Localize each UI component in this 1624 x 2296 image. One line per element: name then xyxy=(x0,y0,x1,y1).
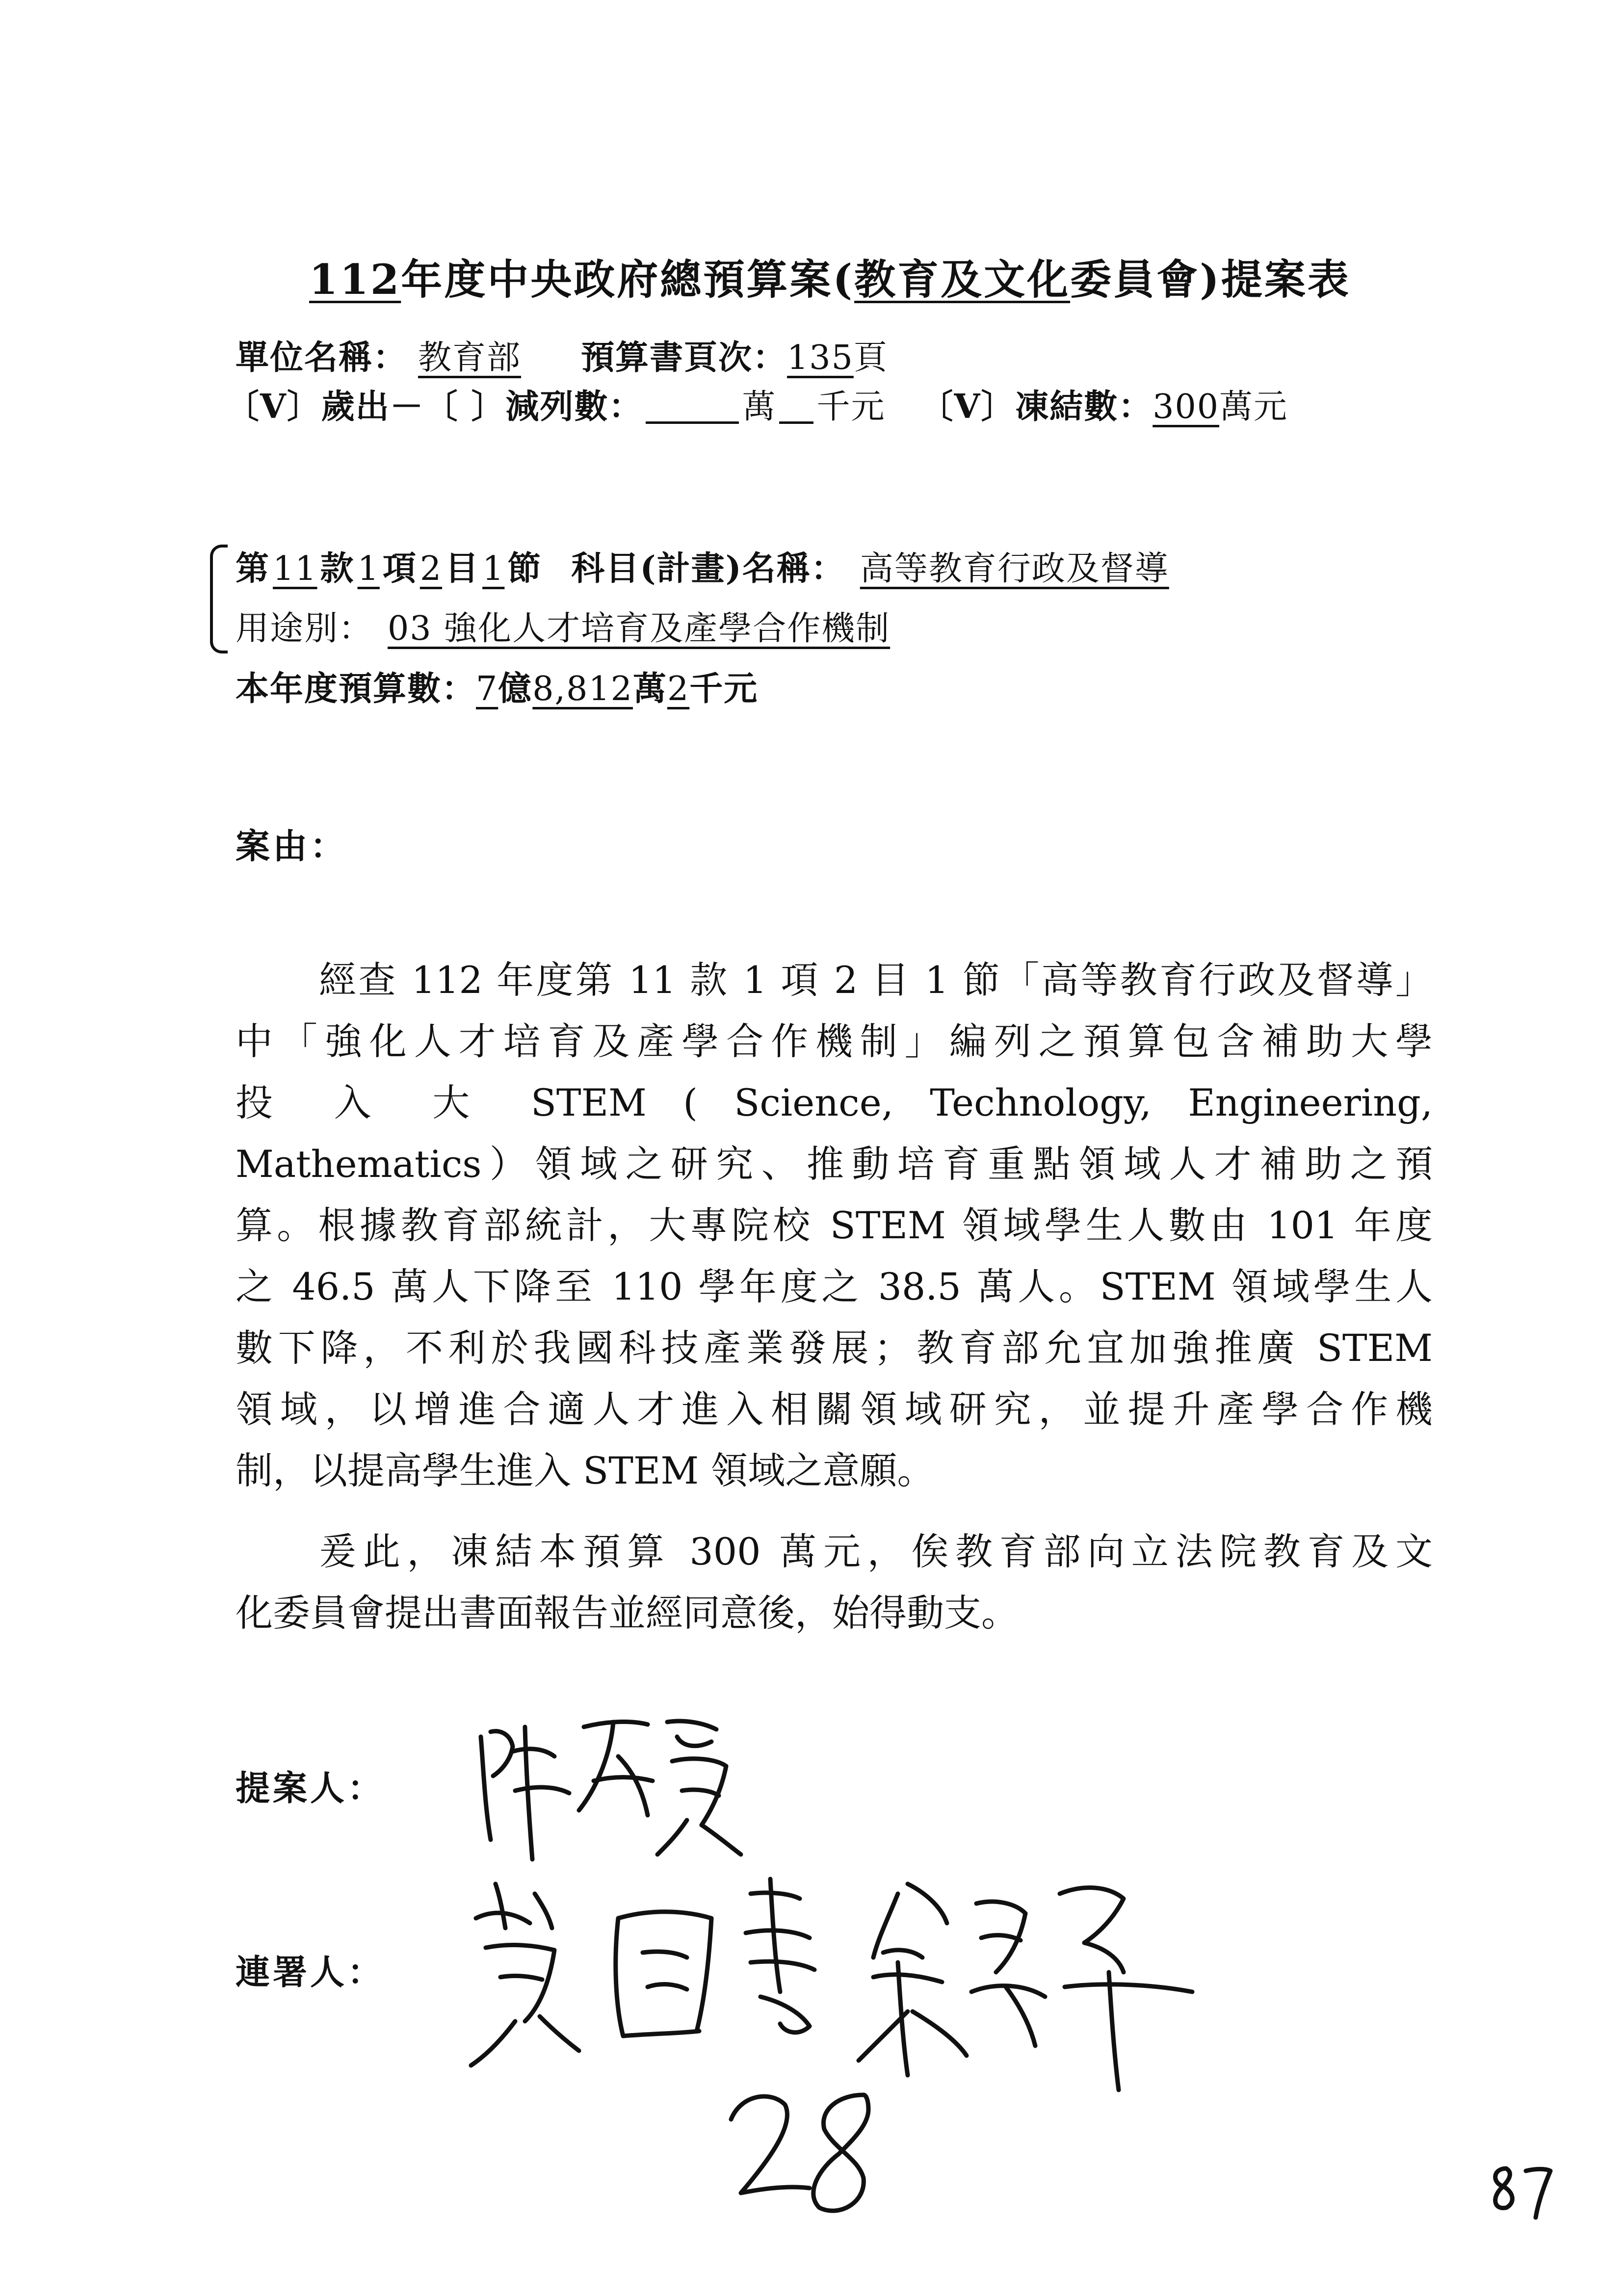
budget-qian-value: 2 xyxy=(667,670,690,708)
account-bracket xyxy=(210,545,228,653)
reduction-qian-unit: 千元 xyxy=(816,388,886,426)
use-label: 用途別： xyxy=(236,609,373,648)
account-xiang-value: 1 xyxy=(357,549,380,588)
case-para1-line: 中「強化人才培育及產學合作機制」編列之預算包含補助大學 xyxy=(236,1019,1433,1063)
budget-wan: 萬 xyxy=(632,669,667,708)
header-expenditure-row xyxy=(226,387,1288,426)
handwritten-page-mark xyxy=(1487,2159,1555,2222)
budget-label: 本年度預算數： xyxy=(236,669,476,708)
cosigner-signatures xyxy=(456,1864,1222,2110)
title-suffix: 委員會)提案表 xyxy=(1070,255,1351,304)
proposer-label: 提案人： xyxy=(236,1768,385,1808)
case-para2-line: 爰此，凍結本預算 300 萬元，俟教育部向立法院教育及文 xyxy=(319,1530,1433,1573)
account-row xyxy=(236,549,1184,588)
unit-value: 教育部 xyxy=(418,339,522,377)
budget-wan-value: 8,812 xyxy=(532,670,633,708)
case-para1-line: 領域，以增進合適人才進入相關領域研究，並提升產學合作機 xyxy=(236,1387,1433,1431)
account-di: 第 xyxy=(236,549,270,588)
subject-value: 高等教育行政及督導 xyxy=(860,549,1169,588)
case-heading: 案由： xyxy=(236,826,347,866)
budget-yi: 億 xyxy=(498,669,533,708)
expenditure-label: 〔V〕歲出－〔 〕減列數： xyxy=(226,387,643,426)
page-label: 預算書頁次： xyxy=(581,338,787,377)
case-para1-line: 經查 112 年度第 11 款 1 項 2 目 1 節「高等教育行政及督導」 xyxy=(319,958,1433,1002)
page-unit: 頁 xyxy=(853,339,888,377)
reduction-wan-blank xyxy=(646,392,739,424)
title-prefix: 年度中央政府總預算案( xyxy=(401,255,855,304)
proposer-signature xyxy=(471,1707,746,1869)
case-para1-line: 投 入 大 STEM ( Science, Technology, Engineering, xyxy=(236,1081,1433,1124)
account-xiang: 項 xyxy=(382,549,417,588)
header-unit-row xyxy=(236,338,888,377)
case-para2-line: 化委員會提出書面報告並經同意後，始得動支。 xyxy=(236,1591,1019,1635)
case-para1-line: 數下降，不利於我國科技產業發展；教育部允宜加強推廣 STEM xyxy=(236,1326,1433,1370)
handwritten-number-28 xyxy=(721,2075,888,2222)
title-year: 112 xyxy=(309,255,401,304)
use-value: 03 強化人才培育及產學合作機制 xyxy=(388,609,891,648)
cosigner-label: 連署人： xyxy=(236,1952,385,1992)
case-para1-line: 算。根據教育部統計，大專院校 STEM 領域學生人數由 101 年度 xyxy=(236,1203,1433,1247)
reduction-wan-unit: 萬 xyxy=(742,388,777,426)
reduction-qian-blank xyxy=(779,392,813,424)
budget-yi-value: 7 xyxy=(476,670,498,708)
account-jie: 節 xyxy=(507,549,542,588)
form-title xyxy=(309,255,1351,304)
freeze-value: 300 xyxy=(1153,388,1220,426)
account-mu-value: 2 xyxy=(419,549,443,588)
freeze-unit: 萬元 xyxy=(1219,388,1288,426)
case-para1-line: 制，以提高學生進入 STEM 領域之意願。 xyxy=(236,1449,935,1492)
account-jie-value: 1 xyxy=(482,549,505,588)
page-value: 135 xyxy=(787,339,854,377)
case-para1-line: 之 46.5 萬人下降至 110 學年度之 38.5 萬人。STEM 領域學生人 xyxy=(236,1265,1433,1308)
case-para1-line: Mathematics）領域之研究、推動培育重點領域人才補助之預 xyxy=(236,1142,1433,1186)
freeze-label: 〔V〕凍結數： xyxy=(919,387,1153,426)
account-kuan: 款 xyxy=(320,549,355,588)
use-row xyxy=(236,609,905,648)
subject-label: 科目(計畫)名稱： xyxy=(571,549,845,588)
account-mu: 目 xyxy=(445,549,480,588)
budget-row xyxy=(236,669,759,708)
title-committee: 教育及文化 xyxy=(854,255,1071,304)
unit-label: 單位名稱： xyxy=(236,338,408,377)
account-kuan-value: 11 xyxy=(273,549,317,588)
budget-qian: 千元 xyxy=(689,669,759,708)
